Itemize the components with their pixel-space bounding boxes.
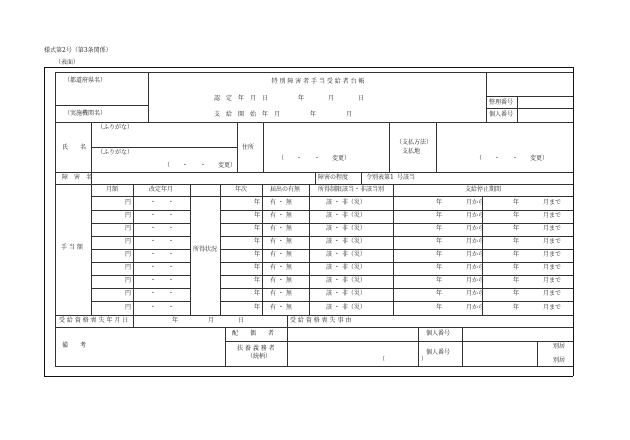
payment-method: （支払方法） (396, 139, 433, 146)
relationship-label: （続柄） (247, 353, 272, 360)
row-limit: 該 ・ 非（災） (326, 225, 366, 232)
col-year: 年次 (234, 186, 248, 193)
row-to: 年 月まで (513, 251, 562, 258)
table-ref: 令別表第1 (366, 174, 394, 181)
loss-reason-label: 受 給 資 格 喪 失 事 由 (290, 317, 352, 324)
row-date: ・ ・ (150, 212, 175, 219)
spouse-label: 配 偶 者 (232, 330, 275, 337)
row-filing: 有 ・ 無 (270, 277, 292, 284)
row-date: ・ ・ (150, 277, 175, 284)
row-to: 年 月まで (513, 199, 562, 206)
remarks-label: 備 考 (62, 342, 87, 349)
payment-start: 支 給 開 始 年 月 年 月 (214, 111, 353, 118)
row-from: 年 月から (436, 238, 485, 245)
row-from: 年 月から (436, 199, 485, 206)
row-date: ・ ・ (150, 199, 175, 206)
furigana-1: （ふりがな） (97, 124, 134, 131)
address-label: 住所 (242, 144, 255, 151)
row-filing: 有 ・ 無 (270, 199, 292, 206)
row-from: 年 月から (436, 304, 485, 311)
row-from: 年 月から (436, 225, 485, 232)
col-income-limit: 所得制限該当・非該当別 (317, 186, 385, 193)
change-note-2: （ ・ ・ 変更） (278, 155, 351, 162)
row-to: 年 月まで (513, 212, 562, 219)
row-year: 年 (254, 277, 261, 284)
applies-label: 号該当 (397, 174, 416, 181)
row-filing: 有 ・ 無 (270, 225, 292, 232)
change-note-3: （ ・ ・ 変更） (476, 155, 549, 162)
row-date: ・ ・ (150, 304, 175, 311)
payment-place: 支払地 (402, 148, 421, 155)
row-date: ・ ・ (150, 264, 175, 271)
row-date: ・ ・ (150, 251, 175, 258)
separate-2: 別居 (553, 357, 566, 364)
furigana-2: （ふりがな） (97, 149, 134, 156)
row-year: 年 (254, 264, 261, 271)
row-filing: 有 ・ 無 (270, 251, 292, 258)
row-limit: 該 ・ 非（災） (326, 251, 366, 258)
change-note-1: （ ・ ・ 変更） (164, 162, 237, 169)
personal-no-1: 個人番号 (426, 330, 451, 337)
row-to: 年 月まで (513, 290, 562, 297)
row-yen: 円 (125, 225, 132, 232)
prefecture-label: （都道府県名） (64, 77, 107, 84)
row-from: 年 月から (436, 277, 485, 284)
loss-date-label: 受 給 資 格 喪 失 年 月 日 (59, 317, 129, 324)
row-limit: 該 ・ 非（災） (326, 199, 366, 206)
form-number: 様式第2号（第3条関係） (44, 47, 112, 54)
row-yen: 円 (125, 199, 132, 206)
relationship-paren: （ ） (379, 356, 428, 363)
row-filing: 有 ・ 無 (270, 290, 292, 297)
row-filing: 有 ・ 無 (270, 304, 292, 311)
row-filing: 有 ・ 無 (270, 212, 292, 219)
row-to: 年 月まで (513, 225, 562, 232)
row-limit: 該 ・ 非（災） (326, 304, 366, 311)
row-date: ・ ・ (150, 238, 175, 245)
row-yen: 円 (125, 277, 132, 284)
income-label: 所得状況 (192, 246, 218, 253)
page-title: 特 別 障 害 者 手 当 受 給 者 台 帳 (271, 78, 365, 85)
row-yen: 円 (125, 251, 132, 258)
certification-date: 認 定 年 月 日 年 月 日 (214, 95, 365, 102)
row-date: ・ ・ (150, 290, 175, 297)
row-filing: 有 ・ 無 (270, 264, 292, 271)
row-yen: 円 (125, 238, 132, 245)
row-year: 年 (254, 212, 261, 219)
row-from: 年 月から (436, 251, 485, 258)
col-revised: 改定年月 (148, 186, 174, 193)
row-limit: 該 ・ 非（災） (326, 238, 366, 245)
row-limit: 該 ・ 非（災） (326, 290, 366, 297)
row-year: 年 (254, 225, 261, 232)
disability-degree-label: 障害の程度 (318, 174, 349, 181)
row-to: 年 月まで (513, 264, 562, 271)
row-limit: 該 ・ 非（災） (326, 212, 366, 219)
row-yen: 円 (125, 290, 132, 297)
row-to: 年 月まで (513, 277, 562, 284)
row-date: ・ ・ (150, 225, 175, 232)
reg-no-label: 整理番号 (489, 99, 514, 106)
row-to: 年 月まで (513, 304, 562, 311)
row-yen: 円 (125, 304, 132, 311)
row-from: 年 月から (436, 212, 485, 219)
row-limit: 該 ・ 非（災） (326, 277, 366, 284)
disability-name-label: 障 害 名 (62, 174, 93, 181)
col-filing: 届出の有無 (269, 186, 301, 193)
dependent-label: 扶 養 義 務 者 (237, 345, 275, 352)
row-yen: 円 (125, 264, 132, 271)
side-label: （表面） (55, 59, 80, 66)
row-from: 年 月から (436, 290, 485, 297)
col-stop-period: 支給停止期間 (464, 186, 502, 193)
separate-1: 別居 (553, 343, 566, 350)
row-year: 年 (254, 238, 261, 245)
personal-no-label: 個人番号 (489, 111, 514, 118)
personal-no-2: 個人番号 (426, 349, 451, 356)
row-filing: 有 ・ 無 (270, 238, 292, 245)
agency-label: （実施機関名） (64, 110, 107, 117)
col-monthly: 月額 (105, 186, 119, 193)
loss-date-value: 年 月 日 (172, 317, 245, 324)
name-label: 氏 名 (62, 144, 87, 151)
row-year: 年 (254, 199, 261, 206)
allowance-side-label: 手 当 額 (61, 244, 83, 251)
row-year: 年 (254, 290, 261, 297)
row-from: 年 月から (436, 264, 485, 271)
row-year: 年 (254, 251, 261, 258)
row-limit: 該 ・ 非（災） (326, 264, 366, 271)
row-to: 年 月まで (513, 238, 562, 245)
row-year: 年 (254, 304, 261, 311)
row-yen: 円 (125, 212, 132, 219)
